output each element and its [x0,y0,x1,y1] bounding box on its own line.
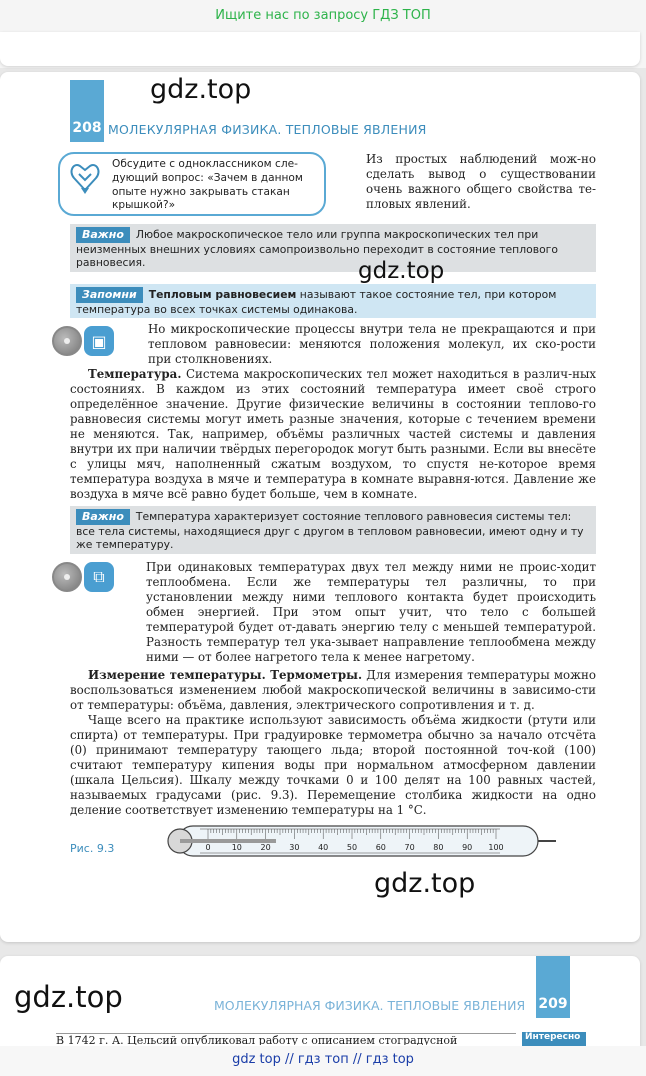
bottom-links[interactable]: gdz top // гдз топ // гдз top [232,1052,414,1067]
paragraph-3 [70,560,596,665]
scale-label: 20 [260,843,271,852]
previous-page-card [0,32,640,66]
animation-icon[interactable]: ⧉ [84,562,114,592]
important-badge: Важно [76,509,130,525]
scale-label: 90 [462,843,473,852]
scale-label: 10 [231,843,242,852]
watermark: gdz.top [358,258,445,284]
remember-text: называют такое состояние тел, при котором температура во всех точках системы одинакова. [76,288,557,316]
scale-label: 40 [318,843,329,852]
scale-label: 100 [488,843,504,852]
measurement-text: Для измерения температуры можно воспользоваться изменением любой макроскопической величины в зависимо-сти от температуры: объёма, давления, электрического сопротивления и т. д. [70,668,596,712]
running-title: МОЛЕКУЛЯРНАЯ ФИЗИКА. ТЕПЛОВЫЕ ЯВЛЕНИЯ [108,122,427,137]
paragraph-1-text: Но микроскопические процессы внутри тела не прекращаются и при тепловом равновесии: меняются положения молекул, их ско-рости при столкновениях. [148,322,596,366]
watermark: gdz.top [150,74,252,105]
temperature-text: Система макроскопических тел может находиться в различ-ных состояниях. В каждом из этих состояний температура имеет своё строго определённое значение. Другие физические величины в состоянии теплово-го равновесия системы могут иметь разные значения, которые с течением времени не меняются. Так, например, объёмы различных частей системы и давления внутри их при наличии твёрдых перегородок могут быть разными. Если вы внесёте с улицы мяч, наполненный сжатым воздухом, то спустя не-которое время температура воздуха в мяче и температура в комнате выравня-ются. Давление же воздуха в мяче всё равно будет больше, чем в комнате. [70,367,596,501]
temperature-term: Температура. [88,367,182,381]
important-text: Температура характеризует состояние теплового равновесия системы тел: все тела системы, находящиеся друг с другом в тепловом равновесии, имеют одну и ту же температуру. [76,510,584,551]
bottom-bar [0,1046,646,1076]
interesting-badge: Интересно [522,1032,586,1046]
discuss-text: Обсудите с одноклассником сле-дующий вопрос: «Зачем в данном опыте нужно закрывать стакан крышкой?» [112,158,303,212]
important-badge: Важно [76,227,130,243]
scale-label: 30 [289,843,300,852]
next-page-number: 209 [536,956,570,1018]
heart-chat-icon [68,158,102,198]
important-box-2 [70,506,596,554]
important-box-1 [70,224,596,272]
discuss-box [58,152,326,216]
remember-term: Тепловым равновесием [148,288,297,301]
important-text: Любое макроскопическое тело или группа макроскопических тел при неизменных внешних условиях самопроизвольно переходит в состояние теплового равновесия. [76,228,558,269]
paragraph-5-text: Чаще всего на практике используют зависимость объёма жидкости (ртути или спирта) от температуры. При градуировке термометра обычно за начало отсчёта (0) принимают температуру тающего льда; второй постоянной точ-кой (100) считают температуру кипения воды при нормальном атмосферном давлении (шкала Цельсия). Шкалу между точками 0 и 100 делят на 100 равных частей, называемых градусами (рис. 9.3). Перемещение столбика жидкости на одно деление соответствует изменению температуры на 1 °С. [70,713,596,817]
scale-label: 60 [375,843,386,852]
page-number: 208 [70,80,104,142]
remember-badge: Запомни [76,287,143,303]
next-running-title: МОЛЕКУЛЯРНАЯ ФИЗИКА. ТЕПЛОВЫЕ ЯВЛЕНИЯ [214,998,526,1013]
side-text: Из простых наблюдений мож-но сделать вывод о существовании очень важного общего свойства те-пловых явлений. [366,152,596,211]
next-page-text: В 1742 г. А. Цельсий опубликовал работу с описанием стоградусной [56,1033,516,1045]
measurement-term: Измерение температуры. Термометры. [88,668,363,682]
figure-caption: Рис. 9.3 [70,842,115,855]
paragraph-temperature [70,367,596,502]
paragraph-1 [70,322,596,367]
scale-label: 80 [433,843,444,852]
search-hint-link[interactable]: Ищите нас по запросу ГДЗ ТОП [215,8,431,23]
video-camera-icon[interactable]: ▣ [84,326,114,356]
scale-label: 70 [404,843,415,852]
top-banner [0,0,646,68]
remember-box [70,284,596,318]
paragraph-measurement [70,668,596,818]
thermometer-figure [160,822,558,862]
watermark: gdz.top [14,980,123,1014]
watermark: gdz.top [374,868,476,899]
scale-label: 0 [205,843,211,852]
paragraph-3-text: При одинаковых температурах двух тел между ними не проис-ходит теплообмена. Если же температуры тел различны, то при установлении между ними теплового контакта будет происходить обмен энергией. При этом опыт учит, что тело с большей температурой будет от-давать энергию телу с меньшей температурой. Разность температур тел ука-зывает направление теплообмена между ними — от более нагретого тела к менее нагретому. [146,560,596,664]
scale-label: 50 [346,843,358,852]
